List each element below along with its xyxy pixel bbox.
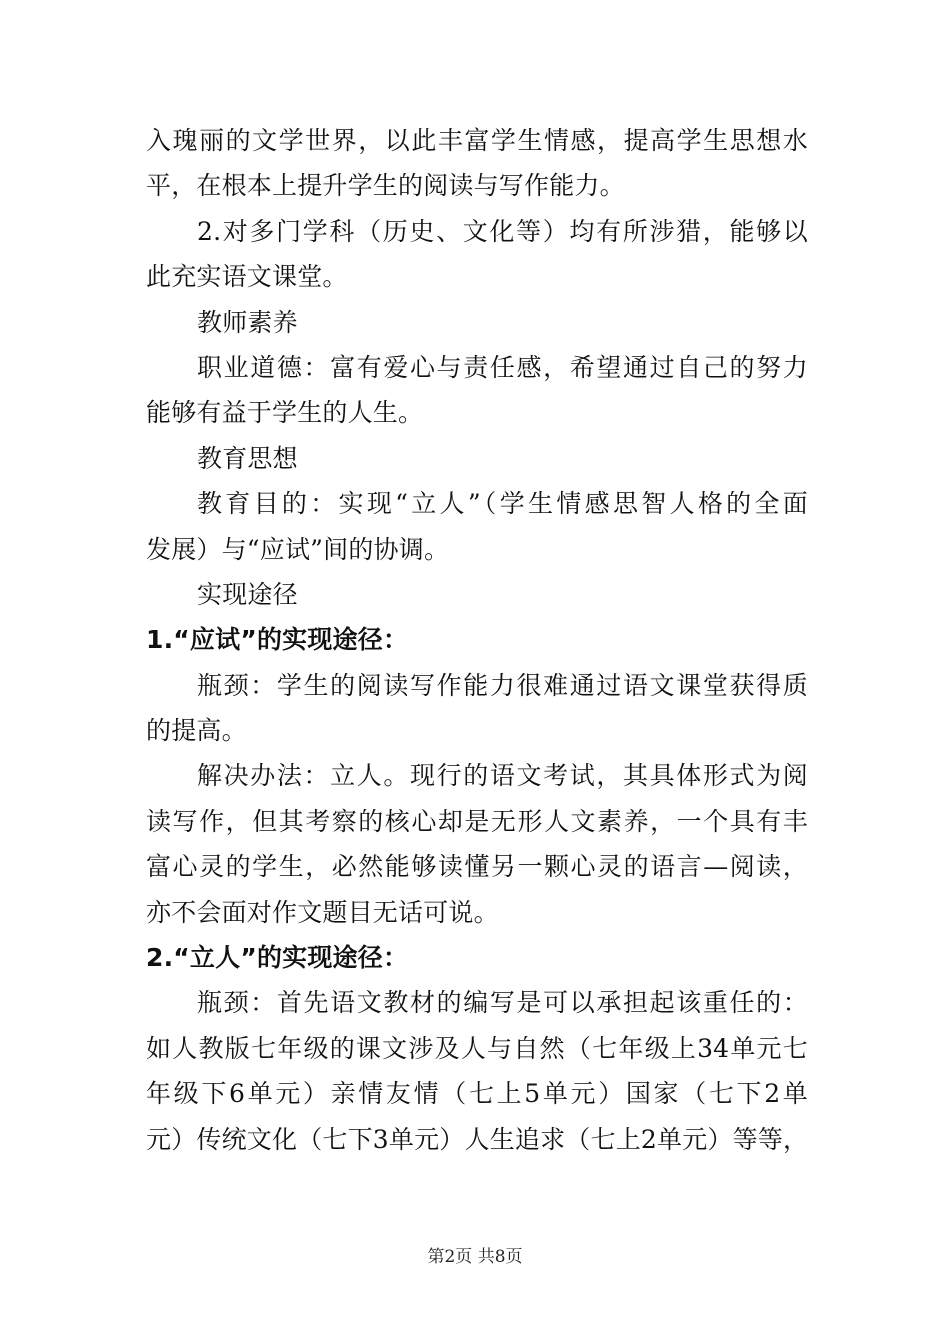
paragraph-line: 职业道德：富有爱心与责任感，希望通过自己的努力 <box>197 352 808 382</box>
paragraph-line: 读写作，但其考察的核心却是无形人文素养，一个具有丰 <box>146 806 808 836</box>
paragraph-line: 此充实语文课堂。 <box>146 262 348 292</box>
paragraph-line: 年级下6单元）亲情友情（七上5单元）国家（七下2单 <box>146 1079 808 1109</box>
paragraph-line: 瓶颈：学生的阅读写作能力很难通过语文课堂获得质 <box>197 670 808 700</box>
paragraph-line: 亦不会面对作文题目无话可说。 <box>146 897 499 927</box>
paragraph-line: 的提高。 <box>146 716 247 746</box>
paragraph-line: 2.对多门学科（历史、文化等）均有所涉猎，能够以 <box>197 216 808 246</box>
bold-subheading: 1.“应试”的实现途径： <box>146 625 409 655</box>
bold-subheading: 2.“立人”的实现途径： <box>146 943 409 973</box>
paragraph-line: 元）传统文化（七下3单元）人生追求（七上2单元）等等， <box>146 1124 809 1154</box>
section-heading: 教育思想 <box>197 443 298 473</box>
document-body <box>146 118 808 1162</box>
paragraph-line: 瓶颈：首先语文教材的编写是可以承担起该重任的： <box>197 988 808 1018</box>
paragraph-line: 平，在根本上提升学生的阅读与写作能力。 <box>146 171 625 201</box>
page-number-footer: 第2页 共8页 <box>427 1247 523 1267</box>
section-heading: 实现途径 <box>197 579 298 609</box>
section-heading: 教师素养 <box>197 307 298 337</box>
paragraph-line: 入瑰丽的文学世界，以此丰富学生情感，提高学生思想水 <box>146 126 808 155</box>
paragraph-line: 富心灵的学生，必然能够读懂另一颗心灵的语言—阅读， <box>146 852 808 882</box>
paragraph-line: 发展）与“应试”间的协调。 <box>146 534 450 564</box>
paragraph-line: 教育目的：实现“立人”（学生情感思智人格的全面 <box>197 489 808 519</box>
paragraph-line: 解决办法：立人。现行的语文考试，其具体形式为阅 <box>197 761 808 791</box>
paragraph-line: 能够有益于学生的人生。 <box>146 398 424 428</box>
paragraph-line: 如人教版七年级的课文涉及人与自然（七年级上34单元七 <box>146 1033 808 1063</box>
